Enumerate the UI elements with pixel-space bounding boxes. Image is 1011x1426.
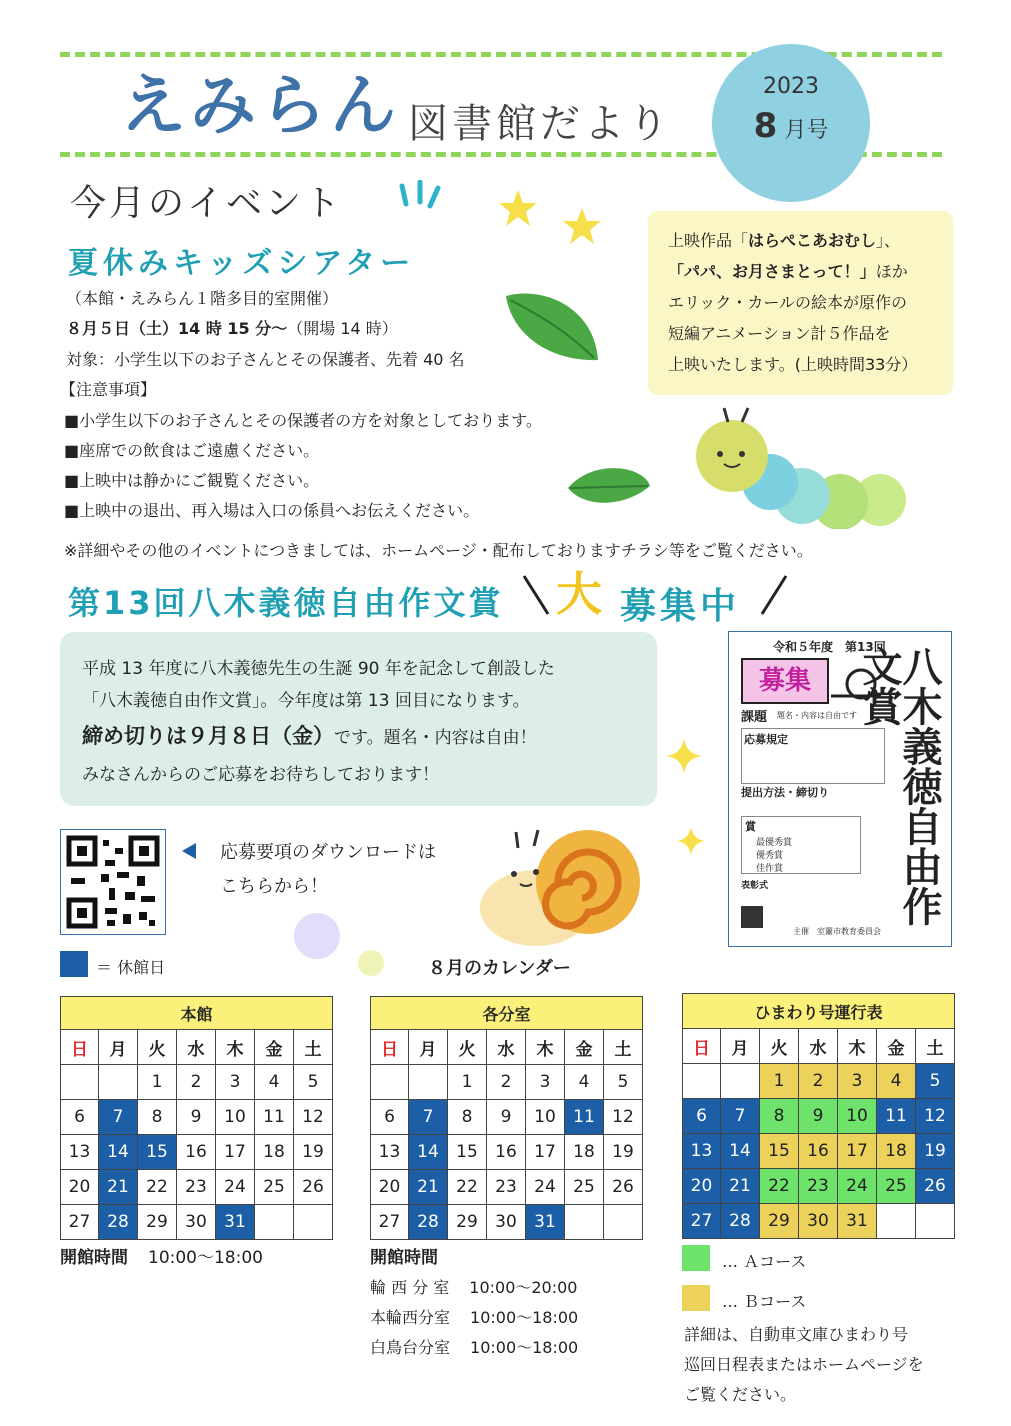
calendar-day: 1: [760, 1064, 799, 1099]
calendar-day: 14: [721, 1134, 760, 1169]
screening-info-box: [648, 211, 953, 395]
contest-para-1: 平成 13 年度に八木義徳先生の生誕 90 年を記念して創設した: [82, 659, 555, 679]
calendar-day: 11: [255, 1100, 294, 1135]
calendar-day: 8: [448, 1100, 487, 1135]
weekday-label: 水: [177, 1030, 216, 1065]
calendar-week-row: [683, 1099, 955, 1134]
calendar-week-row: [683, 1169, 955, 1204]
calendar-day: 3: [838, 1064, 877, 1099]
weekday-label: 火: [448, 1030, 487, 1065]
contest-info-box: [60, 632, 657, 806]
poster-award-1: 最優秀賞: [756, 838, 793, 848]
calendar-day: 4: [877, 1064, 916, 1099]
calendar-day: 4: [255, 1065, 294, 1100]
calendar-day: 14: [409, 1135, 448, 1170]
calendar-day: 18: [255, 1135, 294, 1170]
weekday-label: 土: [916, 1029, 955, 1064]
poster-qr-icon: [741, 906, 763, 928]
calendar-day: 15: [760, 1134, 799, 1169]
sparkle-icon: [664, 736, 704, 776]
calendar-day: 29: [448, 1205, 487, 1240]
calendar-header-row: [683, 994, 955, 1029]
issue-year: 2023: [763, 74, 819, 99]
calendar-day: 12: [604, 1100, 643, 1135]
calendar-day: 3: [526, 1065, 565, 1100]
event-datetime: ８月５日（土）14 時 15 分～（開場 14 時）: [66, 319, 398, 338]
calendar-day: 30: [487, 1205, 526, 1240]
calendar-day: 24: [526, 1170, 565, 1205]
kids-theater-title: 夏休みキッズシアター: [68, 246, 416, 281]
calendar-day: 6: [371, 1100, 409, 1135]
poster-award-3: 佳作賞: [756, 864, 784, 874]
screening-line-2: 「パパ、お月さまとって！」ほか: [668, 262, 908, 281]
calendar-day: 21: [409, 1170, 448, 1205]
calendar-day: 10: [838, 1099, 877, 1134]
calendar-day: [255, 1205, 294, 1240]
calendar-day: 8: [760, 1099, 799, 1134]
calendar-day: 13: [683, 1134, 721, 1169]
weekday-label: 火: [138, 1030, 177, 1065]
weekday-row: [371, 1030, 643, 1065]
calendar-day: 21: [99, 1170, 138, 1205]
calendar-day: [721, 1064, 760, 1099]
note-3: ■上映中は静かにご観覧ください。: [64, 471, 320, 490]
poster-rules: 応募規定: [744, 733, 788, 746]
calendar-header-row: [371, 997, 643, 1030]
calendar-day: [916, 1204, 955, 1239]
b-course-label: … Ｂコース: [722, 1292, 807, 1311]
weekday-label: 木: [216, 1030, 255, 1065]
calendar-day: 22: [138, 1170, 177, 1205]
leaf-icon: [502, 286, 602, 366]
notes-heading: 【注意事項】: [60, 380, 157, 399]
calendar-day: 26: [916, 1169, 955, 1204]
calendar-day: [371, 1065, 409, 1100]
calendar-day: 31: [838, 1204, 877, 1239]
weekday-label: 日: [371, 1030, 409, 1065]
calendar-day: 16: [177, 1135, 216, 1170]
calendar-day: 26: [604, 1170, 643, 1205]
calendar-day: 19: [916, 1134, 955, 1169]
newsletter-subtitle: 図書館だより: [408, 101, 672, 147]
calendar-day: 9: [177, 1100, 216, 1135]
snail-icon: [476, 820, 646, 950]
newsletter-title: えみらん: [120, 67, 400, 144]
poster-kadai-note: 題名・内容は自由です: [777, 711, 857, 720]
calendar-day: 12: [294, 1100, 333, 1135]
calendar-day: 4: [565, 1065, 604, 1100]
calendar-day: 17: [526, 1135, 565, 1170]
calendar-day: 24: [838, 1169, 877, 1204]
closed-legend-swatch: [60, 951, 88, 977]
branch-hours-label: 開館時間: [370, 1248, 438, 1268]
calendar-header-row: [61, 997, 333, 1030]
qr-code-icon: [61, 830, 165, 934]
calendar-day: 16: [487, 1135, 526, 1170]
event-venue: （本館・えみらん１階多目的室開催）: [66, 289, 339, 308]
weekday-label: 木: [838, 1029, 877, 1064]
screening-line-4: 短編アニメーション計５作品を: [668, 324, 891, 343]
calendar-name: ひまわり号運行表: [683, 994, 955, 1029]
calendar-week-row: [371, 1100, 643, 1135]
poster-award: 賞: [745, 820, 756, 833]
poster-method: 提出方法・締切り: [741, 786, 829, 799]
calendar-day: 30: [799, 1204, 838, 1239]
screening-line-3: エリック・カールの絵本が原作の: [668, 293, 908, 312]
calendar-day: 22: [760, 1169, 799, 1204]
calendar-day: 9: [799, 1099, 838, 1134]
a-course-swatch: [682, 1245, 710, 1271]
calendar-day: 7: [409, 1100, 448, 1135]
poster-boshu: 募集: [741, 658, 829, 704]
calendar-day: 3: [216, 1065, 255, 1100]
calendar-week-row: [61, 1100, 333, 1135]
calendar-day: 25: [877, 1169, 916, 1204]
slash-left-icon: [520, 572, 552, 618]
contest-para-3: 締め切りは９月８日（金）です。題名・内容は自由！: [82, 724, 537, 748]
main-hours: 開館時間 10:00～18:00: [60, 1248, 263, 1268]
calendar-day: [294, 1205, 333, 1240]
calendar-day: [565, 1205, 604, 1240]
poster-award-2: 優秀賞: [756, 851, 784, 861]
sparkle-lines-icon: [394, 180, 454, 220]
screening-line-1: 上映作品「はらぺこあおむし」、: [668, 231, 901, 250]
calendar-week-row: [61, 1135, 333, 1170]
note-2: ■座席での飲食はご遠慮ください。: [64, 441, 320, 460]
weekday-label: 金: [255, 1030, 294, 1065]
calendar-day: 1: [448, 1065, 487, 1100]
calendar-day: [61, 1065, 99, 1100]
event-target: 対象：小学生以下のお子さんとその保護者、先着 40 名: [66, 350, 465, 369]
slash-right-icon: [758, 572, 790, 618]
weekday-label: 火: [760, 1029, 799, 1064]
contest-boshu: 募集中: [620, 586, 741, 627]
calendar-day: 7: [721, 1099, 760, 1134]
himawari-note: 詳細は、自動車文庫ひまわり号 巡回日程表またはホームページを ご覧ください。: [684, 1325, 924, 1404]
caterpillar-icon: [690, 404, 915, 529]
calendar-day: 19: [294, 1135, 333, 1170]
calendar-branches: [370, 996, 643, 1240]
calendar-week-row: [683, 1064, 955, 1099]
qr-code[interactable]: [60, 829, 166, 935]
calendar-day: 17: [216, 1135, 255, 1170]
poster-kadai: 課題: [741, 710, 768, 725]
poster-vertical-title: 八木義徳自由作文賞: [856, 646, 942, 926]
calendar-day: 27: [61, 1205, 99, 1240]
calendar-day: 28: [409, 1205, 448, 1240]
branch-hours-1: 輪 西 分 室 10:00～20:00: [370, 1278, 578, 1297]
calendar-day: 24: [216, 1170, 255, 1205]
branch-hours-2: 本輪西分室 10:00～18:00: [370, 1308, 579, 1327]
calendar-day: [409, 1065, 448, 1100]
poster-top: 令和５年度 第13回: [773, 640, 886, 654]
calendar-day: 7: [99, 1100, 138, 1135]
weekday-label: 金: [877, 1029, 916, 1064]
calendar-day: 19: [604, 1135, 643, 1170]
calendar-week-row: [61, 1170, 333, 1205]
calendar-day: 15: [138, 1135, 177, 1170]
calendar-day: 28: [721, 1204, 760, 1239]
calendar-week-row: [683, 1134, 955, 1169]
calendar-title: ８月のカレンダー: [428, 958, 571, 979]
calendar-day: 20: [371, 1170, 409, 1205]
calendar-main-library: [60, 996, 333, 1240]
deco-circle-yellow: [358, 950, 384, 976]
calendar-day: 23: [799, 1169, 838, 1204]
calendar-day: 5: [604, 1065, 643, 1100]
calendar-day: 31: [526, 1205, 565, 1240]
calendar-day: 25: [255, 1170, 294, 1205]
calendar-week-row: [61, 1065, 333, 1100]
calendar-day: 22: [448, 1170, 487, 1205]
calendar-day: 5: [916, 1064, 955, 1099]
poster-rules-box: [741, 728, 885, 784]
calendar-day: 10: [526, 1100, 565, 1135]
calendar-day: 23: [487, 1170, 526, 1205]
contest-title: 第13回八木義徳自由作文賞: [68, 584, 504, 622]
weekday-label: 月: [721, 1029, 760, 1064]
calendar-day: [99, 1065, 138, 1100]
contest-dai: 大: [556, 567, 602, 621]
download-text-2: こちらから！: [220, 876, 328, 897]
calendar-day: [604, 1205, 643, 1240]
calendar-himawari: [682, 993, 955, 1239]
deco-circle-purple: [294, 913, 340, 959]
calendar-name: 各分室: [371, 997, 643, 1030]
closed-legend-label: ＝ 休館日: [96, 958, 166, 977]
weekday-label: 水: [487, 1030, 526, 1065]
a-course-label: … Ａコース: [722, 1252, 807, 1271]
calendar-day: 2: [487, 1065, 526, 1100]
weekday-label: 金: [565, 1030, 604, 1065]
calendar-day: 27: [683, 1204, 721, 1239]
calendar-day: 28: [99, 1205, 138, 1240]
calendar-day: 29: [138, 1205, 177, 1240]
calendar-day: 27: [371, 1205, 409, 1240]
calendar-day: 18: [877, 1134, 916, 1169]
contest-para-2: 「八木義徳自由作文賞」。今年度は第 13 回目になります。: [82, 691, 530, 711]
calendar-day: 13: [61, 1135, 99, 1170]
sparkle-small-icon: [676, 826, 706, 856]
calendar-day: 8: [138, 1100, 177, 1135]
weekday-label: 木: [526, 1030, 565, 1065]
weekday-row: [61, 1030, 333, 1065]
calendar-day: 11: [877, 1099, 916, 1134]
event-heading: 今月のイベント: [70, 183, 344, 224]
calendar-day: 12: [916, 1099, 955, 1134]
calendar-day: 11: [565, 1100, 604, 1135]
calendar-day: 31: [216, 1205, 255, 1240]
calendar-day: 2: [177, 1065, 216, 1100]
calendar-day: 2: [799, 1064, 838, 1099]
download-text-1: 応募要項のダウンロードは: [220, 842, 436, 863]
contest-poster[interactable]: [728, 631, 952, 947]
calendar-day: 14: [99, 1135, 138, 1170]
calendar-day: 23: [177, 1170, 216, 1205]
calendar-day: 20: [683, 1169, 721, 1204]
poster-organizer: 主催 室蘭市教育委員会: [793, 927, 881, 936]
poster-award-box: [741, 816, 861, 874]
calendar-day: 20: [61, 1170, 99, 1205]
calendar-day: 18: [565, 1135, 604, 1170]
calendar-day: 9: [487, 1100, 526, 1135]
calendar-day: 26: [294, 1170, 333, 1205]
calendar-day: 5: [294, 1065, 333, 1100]
leaf-small-icon: [564, 462, 654, 512]
calendar-day: 6: [683, 1099, 721, 1134]
issue-badge: [712, 44, 870, 202]
calendar-day: 17: [838, 1134, 877, 1169]
calendar-week-row: [371, 1065, 643, 1100]
calendar-week-row: [371, 1205, 643, 1240]
weekday-label: 土: [604, 1030, 643, 1065]
calendar-day: 6: [61, 1100, 99, 1135]
weekday-label: 土: [294, 1030, 333, 1065]
branch-hours-3: 白鳥台分室 10:00～18:00: [370, 1338, 579, 1357]
screening-line-5: 上映いたします。(上映時間33分）: [668, 355, 918, 374]
calendar-day: 1: [138, 1065, 177, 1100]
calendar-day: 25: [565, 1170, 604, 1205]
weekday-row: [683, 1029, 955, 1064]
weekday-label: 月: [99, 1030, 138, 1065]
calendar-day: 10: [216, 1100, 255, 1135]
note-1: ■小学生以下のお子さんとその保護者の方を対象としております。: [64, 411, 542, 430]
event-footnote: ※詳細やその他のイベントにつきましては、ホームページ・配布しておりますチラシ等をご覧ください。: [64, 541, 813, 560]
calendar-day: 13: [371, 1135, 409, 1170]
calendar-week-row: [683, 1204, 955, 1239]
calendar-week-row: [371, 1135, 643, 1170]
note-4: ■上映中の退出、再入場は入口の係員へお伝えください。: [64, 501, 480, 520]
weekday-label: 水: [799, 1029, 838, 1064]
calendar-day: 16: [799, 1134, 838, 1169]
poster-ceremony: 表彰式: [741, 881, 769, 891]
calendar-day: [877, 1204, 916, 1239]
calendar-day: 29: [760, 1204, 799, 1239]
stars-icon: [496, 186, 606, 256]
issue-month: 8 月号: [753, 106, 829, 146]
calendar-week-row: [371, 1170, 643, 1205]
calendar-day: 15: [448, 1135, 487, 1170]
triangle-left-icon: [180, 842, 198, 860]
weekday-label: 日: [683, 1029, 721, 1064]
calendar-day: 21: [721, 1169, 760, 1204]
calendar-week-row: [61, 1205, 333, 1240]
calendar-name: 本館: [61, 997, 333, 1030]
contest-para-4: みなさんからのご応募をお待ちしております！: [82, 765, 439, 785]
calendar-day: [683, 1064, 721, 1099]
calendar-day: 30: [177, 1205, 216, 1240]
weekday-label: 月: [409, 1030, 448, 1065]
b-course-swatch: [682, 1285, 710, 1311]
weekday-label: 日: [61, 1030, 99, 1065]
